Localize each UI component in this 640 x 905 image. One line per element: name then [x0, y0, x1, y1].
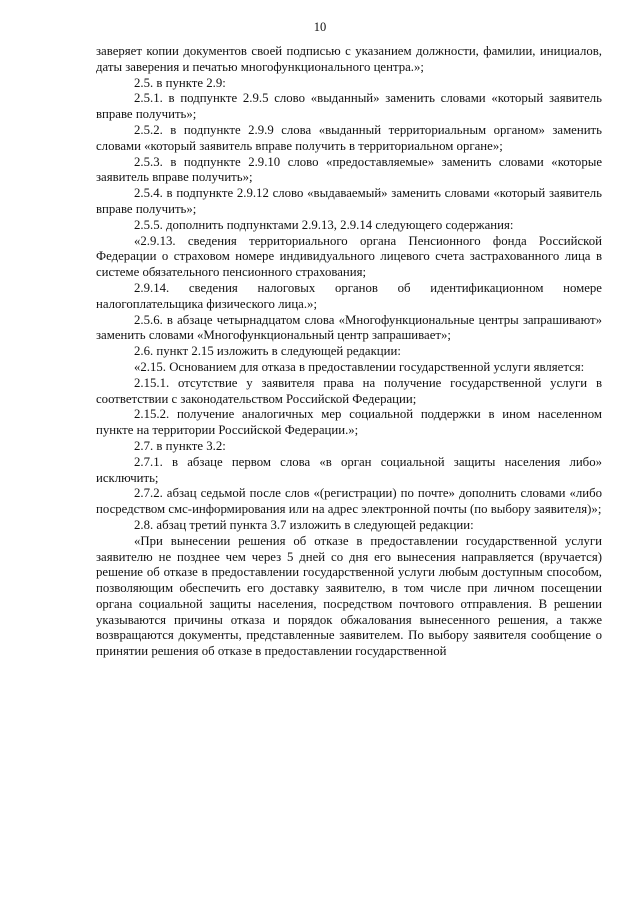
paragraph-refusal-decision: «При вынесении решения об отказе в предоставлении государственной услуги заявителю не позднее чем через 5 дней со дня его вынесения направляется (вручается) решение об отказе в предоставлении государственной услуги любым доступным способом, позволяющим обеспечить его доставку заявителю, в том числе при личном посещении органа социальной защиты населения, посредством почтового отправления. В решении указываются причины отказа и порядок обжалования вынесенного решения, а также возвращаются документы, представленные заявителем. По выбору заявителя сообщение о принятии решения об отказе в предоставлении государственной	[96, 533, 602, 659]
paragraph-item-2-15: «2.15. Основанием для отказа в предоставлении государственной услуги является:	[134, 359, 585, 374]
paragraph-item-2-5-5: 2.5.5. дополнить подпунктами 2.9.13, 2.9.14 следующего содержания:	[134, 217, 514, 232]
paragraph-item-2-5-4: 2.5.4. в подпункте 2.9.12 слово «выдаваемый» заменить словами «который заявитель вправе получить»;	[96, 186, 602, 216]
paragraph-item-2-5-6: 2.5.6. в абзаце четырнадцатом слова «Многофункциональные центры запрашивают» заменить словами «Многофункциональный центр запрашивает»;	[96, 312, 602, 343]
paragraph-item-2-7: 2.7. в пункте 3.2:	[134, 438, 226, 453]
paragraph-item-2-5: 2.5. в пункте 2.9:	[134, 75, 226, 90]
paragraph-item-2-5-3: 2.5.3. в подпункте 2.9.10 слово «предоставляемые» заменить словами «которые заявитель вправе получить»;	[96, 154, 602, 185]
paragraph-item-2-6: 2.6. пункт 2.15 изложить в следующей редакции:	[134, 344, 401, 359]
paragraph-item-2-7-1: 2.7.1. в абзаце первом слова «в орган социальной защиты населения либо» исключить;	[96, 454, 602, 485]
paragraph-continuation: заверяет копии документов своей подписью с указанием должности, фамилии, инициалов, даты заверения и печатью многофункционального центра.»;	[96, 44, 602, 74]
paragraph-item-2-5-1: 2.5.1. в подпункте 2.9.5 слово «выданный» заменить словами «который заявитель вправе получить»;	[96, 91, 602, 122]
document-body	[96, 44, 602, 660]
paragraph-item-2-15-1: 2.15.1. отсутствие у заявителя права на получение государственной услуги в соответствии с законодательством Российской Федерации;	[96, 375, 602, 406]
paragraph-item-2-9-14: 2.9.14. сведения налоговых органов об идентификационном номере налогоплательщика физического лица.»;	[96, 280, 602, 311]
paragraph-item-2-8: 2.8. абзац третий пункта 3.7 изложить в следующей редакции:	[134, 517, 474, 532]
paragraph-item-2-5-2: 2.5.2. в подпункте 2.9.9 слова «выданный территориальным органом» заменить словами «который заявитель вправе получить в территориальном органе»;	[96, 122, 602, 153]
paragraph-item-2-15-2: 2.15.2. получение аналогичных мер социальной поддержки в ином населенном пункте на территории Российской Федерации.»;	[96, 407, 602, 438]
paragraph-item-2-9-13: «2.9.13. сведения территориального органа Пенсионного фонда Российской Федерации о страховом номере индивидуального лицевого счета застрахованного лица в системе обязательного пенсионного страхования;	[96, 233, 602, 280]
paragraph-item-2-7-2: 2.7.2. абзац седьмой после слов «(регистрации) по почте» дополнить словами «либо посредством смс-информирования или на адрес электронной почты (по выбору заявителя)»;	[96, 486, 602, 517]
page-number: 10	[313, 20, 327, 34]
